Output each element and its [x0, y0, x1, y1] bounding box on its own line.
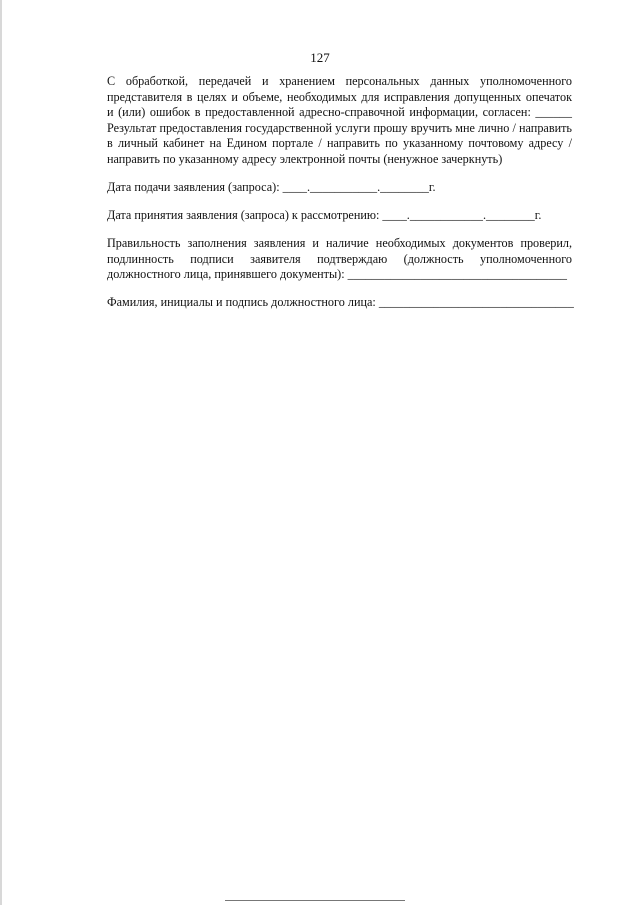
consent-line-6: направить по указанному адресу электронной почты (ненужное зачеркнуть): [107, 151, 503, 166]
verification-paragraph: [107, 236, 572, 283]
verification-line-3: должностного лица, принявшего документы): ____________________________________: [107, 267, 568, 281]
verification-line-2: подлинность подписи заявителя подтверждаю (должность уполномоченного: [107, 251, 572, 266]
page-number: 127: [310, 50, 330, 65]
submission-date-text: Дата подачи заявления (запроса): ____.___________.________г.: [107, 180, 436, 194]
consent-line-1: С обработкой, передачей и хранением персональных данных уполномоченного: [107, 74, 572, 88]
consent-line-3: и (или) ошибок в предоставленной адресно-справочной информации, согласен: ______: [107, 105, 572, 119]
official-signature-field: [107, 295, 572, 311]
consent-line-5: в личный кабинет на Едином портале / направить по указанному почтовому адресу /: [107, 136, 572, 150]
acceptance-date-field: [107, 208, 572, 224]
page-edge: [0, 0, 2, 905]
verification-line-1: Правильность заполнения заявления и наличие необходимых документов проверил,: [107, 236, 572, 250]
official-signature-text: Фамилия, инициалы и подпись должностного лица: ________________________________: [107, 295, 574, 309]
consent-line-4: Результат предоставления государственной услуги прошу вручить мне лично / направить: [107, 120, 572, 135]
bottom-divider: [225, 900, 405, 901]
submission-date-field: [107, 180, 572, 196]
acceptance-date-text: Дата принятия заявления (запроса) к рассмотрению: ____.____________.________г.: [107, 208, 542, 222]
consent-line-2: представителя в целях и объеме, необходимых для исправления допущенных опечаток: [107, 89, 572, 104]
consent-paragraph: [107, 74, 572, 167]
